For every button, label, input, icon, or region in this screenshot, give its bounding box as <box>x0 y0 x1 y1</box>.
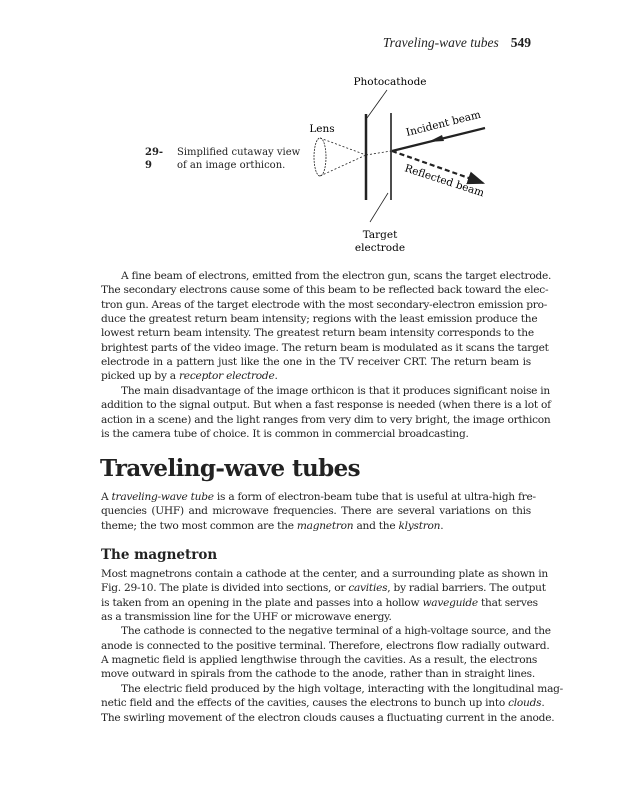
text-line <box>101 413 551 427</box>
text-run: is a form of electron-beam tube that is useful at ultra-high fre- <box>213 491 536 503</box>
text-run: brightest parts of the video image. The return beam is modulated as it scans the target <box>101 341 549 354</box>
text-run: , by radial barriers. The output <box>387 582 546 595</box>
text-line <box>101 298 548 312</box>
text-line <box>101 398 551 412</box>
text-run: . <box>541 697 545 710</box>
emphasized-term: waveguide <box>422 596 478 609</box>
reflected-beam-label: Reflected beam <box>403 162 486 200</box>
emphasized-term: cavities <box>348 582 388 595</box>
text-run: anode is connected to the positive terminal. Therefore, electrons flow radially outward. <box>101 639 550 652</box>
text-line <box>101 490 536 504</box>
subsection-heading: The magnetron <box>101 547 218 563</box>
target-label: electrode <box>354 242 406 254</box>
text-run: electrode in a pattern just like the one in the TV receiver CRT. The return beam is <box>101 356 531 369</box>
text-run: tron gun. Areas of the target electrode with the most secondary-electron emission pro- <box>101 298 548 311</box>
figure-number: 29-9 <box>145 147 164 171</box>
text-line <box>101 653 538 667</box>
text-run: that serves <box>477 596 538 609</box>
text-run: action in a scene) and the light ranges from very dim to very bright, the image orthicon <box>101 413 551 426</box>
section-heading: Traveling-wave tubes <box>100 455 361 482</box>
text-run: Most magnetrons contain a cathode at the center, and a surrounding plate as shown in <box>101 568 548 580</box>
text-line <box>101 369 531 383</box>
text-line <box>101 596 538 610</box>
text-run: duce the greatest return beam intensity; regions with the least emission produce the <box>101 313 538 326</box>
emphasized-term: traveling-wave tube <box>111 491 214 503</box>
text-run: The cathode is connected to the negative terminal of a high-voltage source, and the <box>121 625 551 638</box>
text-line <box>101 504 531 518</box>
incident-arrow-icon <box>428 135 444 142</box>
page-number: 549 <box>510 35 531 50</box>
photocathode-leader <box>367 90 387 118</box>
text-line <box>101 326 534 340</box>
text-line <box>101 581 546 595</box>
text-line <box>101 384 551 398</box>
text-line <box>101 341 549 355</box>
text-run: Fig. 29-10. The plate is divided into sections, or <box>101 582 349 595</box>
text-run: is the camera tube of choice. It is common in commercial broadcasting. <box>101 427 469 440</box>
photocathode-label: Photocathode <box>353 76 427 88</box>
text-run: The swirling movement of the electron clouds causes a fluctuating current in the anode. <box>101 711 555 724</box>
light-ray <box>320 155 366 176</box>
text-run: addition to the signal output. But when a fast response is needed (when there is a lot of <box>101 399 551 412</box>
emphasized-term: klystron <box>398 519 441 532</box>
lens-shape <box>314 138 326 176</box>
text-run: picked up by a <box>101 370 179 383</box>
text-run: is taken from an opening in the plate and passes into a hollow <box>101 596 423 609</box>
text-run: quencies (UHF) and microwave frequencies. There are several variations on this <box>101 505 531 518</box>
light-ray <box>366 151 391 155</box>
text-run: A magnetic field is applied lengthwise through the cavities. As a result, the electrons <box>101 654 538 667</box>
text-line <box>101 269 552 283</box>
text-run: The main disadvantage of the image orthicon is that it produces significant noise in <box>121 384 551 397</box>
caption-line: Simplified cutaway view <box>177 147 301 158</box>
target-label: Target <box>362 229 398 241</box>
text-run: . <box>440 519 444 532</box>
text-run: theme; the two most common are the <box>101 519 297 532</box>
incident-beam-label: Incident beam <box>404 108 483 139</box>
lens-label: Lens <box>309 123 335 135</box>
text-run: The electric field produced by the high voltage, interacting with the longitudinal mag- <box>121 682 563 695</box>
running-title: Traveling-wave tubes <box>382 35 499 50</box>
text-line <box>101 427 531 441</box>
text-line <box>101 682 563 696</box>
caption-line: of an image orthicon. <box>177 160 286 171</box>
text-run: and the <box>353 519 399 532</box>
text-line <box>101 610 531 624</box>
text-line <box>101 667 535 681</box>
text-line <box>101 624 551 638</box>
text-line <box>101 519 531 533</box>
text-run: move outward in spirals from the cathode to the anode, rather than in straight lines. <box>101 668 535 681</box>
text-run: as a transmission line for the UHF or microwave energy. <box>101 611 392 624</box>
text-run: A fine beam of electrons, emitted from the electron gun, scans the target electrode. <box>121 270 552 282</box>
text-line <box>101 283 549 297</box>
text-run: netic field and the effects of the cavities, causes the electrons to bunch up into <box>101 697 509 710</box>
text-run: A <box>101 491 112 503</box>
image-orthicon-diagram <box>0 0 627 260</box>
text-line <box>101 639 550 653</box>
text-run: The secondary electrons cause some of this beam to be reflected back toward the elec- <box>101 284 549 297</box>
emphasized-term: magnetron <box>296 519 354 532</box>
emphasized-term: clouds <box>508 697 542 710</box>
text-line <box>101 355 531 369</box>
text-run: lowest return beam intensity. The greatest return beam intensity corresponds to the <box>101 327 534 340</box>
text-line <box>101 711 555 725</box>
text-line <box>101 696 545 710</box>
text-line <box>101 312 538 326</box>
text-run: . <box>274 370 278 383</box>
light-ray <box>320 138 366 155</box>
target-leader <box>370 193 388 222</box>
emphasized-term: receptor electrode <box>178 370 275 383</box>
text-line <box>101 567 548 581</box>
